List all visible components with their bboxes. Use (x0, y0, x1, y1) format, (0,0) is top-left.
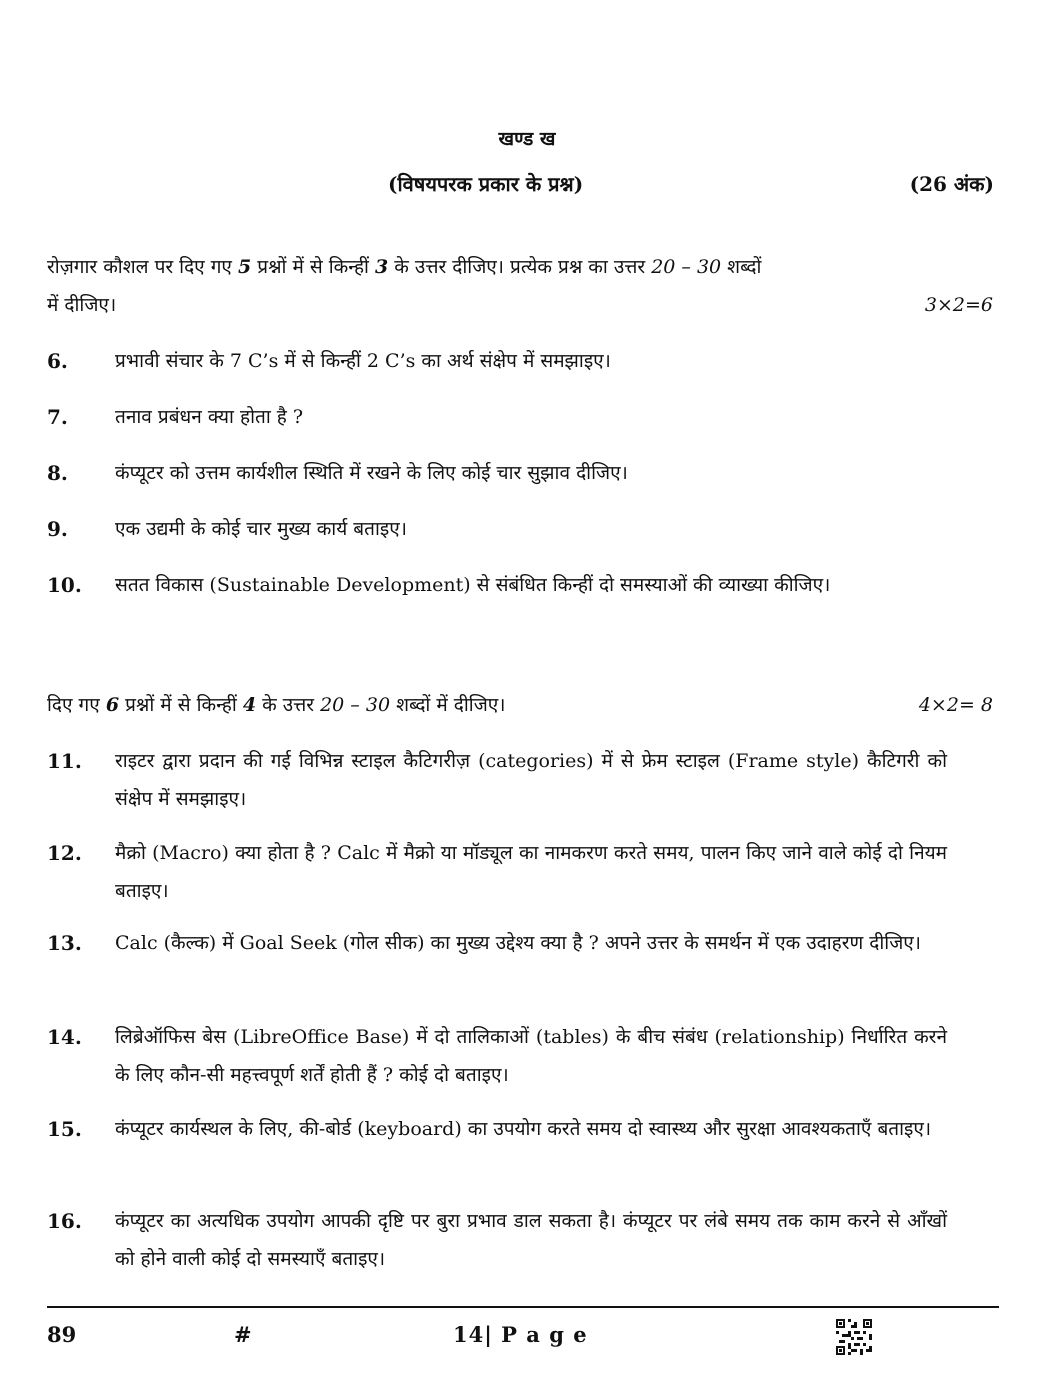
footer-divider (47, 1306, 999, 1308)
page-number: 14| P a g e (453, 1322, 588, 1347)
question (47, 1018, 947, 1094)
instruction-text: के उत्तर दीजिए। प्रत्येक प्रश्न का उत्तर (388, 256, 652, 278)
group-marks: 3×2=6 (924, 294, 993, 316)
question-number: 6. (47, 349, 68, 373)
question (47, 924, 947, 962)
question-text: लिब्रेऑफिस बेस (LibreOffice Base) में दो तालिकाओं (tables) के बीच संबंध (relationship) निर्धारित करने के लिए कौन-सी महत्त्वपूर्ण शर्तें होती हैं ? कोई दो बताइए। (115, 1026, 947, 1086)
instruction-text: में दीजिए। (47, 294, 117, 316)
section-subtitle: (विषयपरक प्रकार के प्रश्न) (388, 172, 584, 196)
question (47, 1202, 947, 1278)
paper-code: 89 (47, 1322, 77, 1347)
instruction-text: रोज़गार कौशल पर दिए गए (47, 256, 238, 278)
question-number: 8. (47, 461, 68, 485)
footer-hash: # (234, 1322, 252, 1347)
word-range: 20 – 30 (651, 256, 722, 278)
question-text: तनाव प्रबंधन क्या होता है ? (115, 406, 304, 428)
question (47, 742, 947, 818)
question-number: 16. (47, 1209, 82, 1233)
question-text: राइटर द्वारा प्रदान की गई विभिन्न स्टाइल कैटिगरीज़ (categories) में से फ्रेम स्टाइल (Frame style) कैटिगरी को संक्षेप में समझाइए। (115, 750, 947, 810)
question-number: 11. (47, 749, 82, 773)
group-1-instruction (47, 248, 993, 324)
question-text: कंप्यूटर को उत्तम कार्यशील स्थिति में रखने के लिए कोई चार सुझाव दीजिए। (115, 462, 628, 484)
section-title: खण्ड ख (498, 128, 556, 150)
question (47, 834, 947, 910)
question (47, 342, 947, 380)
instruction-text: प्रश्नों में से किन्हीं (251, 256, 375, 278)
question-number: 14. (47, 1025, 82, 1049)
instruction-count: 4 (242, 694, 257, 716)
question-text: सतत विकास (Sustainable Development) से संबंधित किन्हीं दो समस्याओं की व्याख्या कीजिए। (115, 574, 831, 596)
question-number: 12. (47, 841, 82, 865)
group-2-instruction (47, 686, 993, 724)
question-text: एक उद्यमी के कोई चार मुख्य कार्य बताइए। (115, 518, 407, 540)
question (47, 1110, 947, 1148)
question (47, 398, 947, 436)
question (47, 510, 947, 548)
question-text: कंप्यूटर कार्यस्थल के लिए, की-बोर्ड (keyboard) का उपयोग करते समय दो स्वास्थ्य और सुरक्षा आवश्यकताएँ बताइए। (115, 1118, 932, 1140)
instruction-count: 5 (237, 256, 252, 278)
question (47, 566, 947, 604)
question-number: 7. (47, 405, 68, 429)
section-marks: (26 अंक) (909, 172, 994, 196)
question (47, 454, 947, 492)
word-range: 20 – 30 (320, 694, 391, 716)
instruction-text: दिए गए (47, 694, 106, 716)
question-text: मैक्रो (Macro) क्या होता है ? Calc में मैक्रो या मॉड्यूल का नामकरण करते समय, पालन किए जाने वाले कोई दो नियम बताइए। (115, 842, 947, 902)
question-number: 10. (47, 573, 82, 597)
instruction-count: 6 (105, 694, 120, 716)
instruction-text: प्रश्नों में से किन्हीं (119, 694, 243, 716)
question-number: 13. (47, 931, 82, 955)
question-text: प्रभावी संचार के 7 C’s में से किन्हीं 2 C’s का अर्थ संक्षेप में समझाइए। (115, 350, 611, 372)
instruction-text: शब्दों में दीजिए। (390, 694, 506, 716)
question-text: Calc (कैल्क) में Goal Seek (गोल सीक) का मुख्य उद्देश्य क्या है ? अपने उत्तर के समर्थन में एक उदाहरण दीजिए। (115, 932, 921, 954)
instruction-count: 3 (375, 256, 389, 278)
question-number: 9. (47, 517, 68, 541)
instruction-text: शब्दों (721, 256, 762, 278)
question-text: कंप्यूटर का अत्यधिक उपयोग आपकी दृष्टि पर बुरा प्रभाव डाल सकता है। कंप्यूटर पर लंबे समय तक काम करने से आँखों को होने वाली कोई दो समस्याएँ बताइए। (115, 1210, 947, 1270)
instruction-text: के उत्तर (256, 694, 321, 716)
qr-code-icon (836, 1319, 872, 1355)
group-marks: 4×2= 8 (918, 694, 993, 716)
question-number: 15. (47, 1117, 82, 1141)
